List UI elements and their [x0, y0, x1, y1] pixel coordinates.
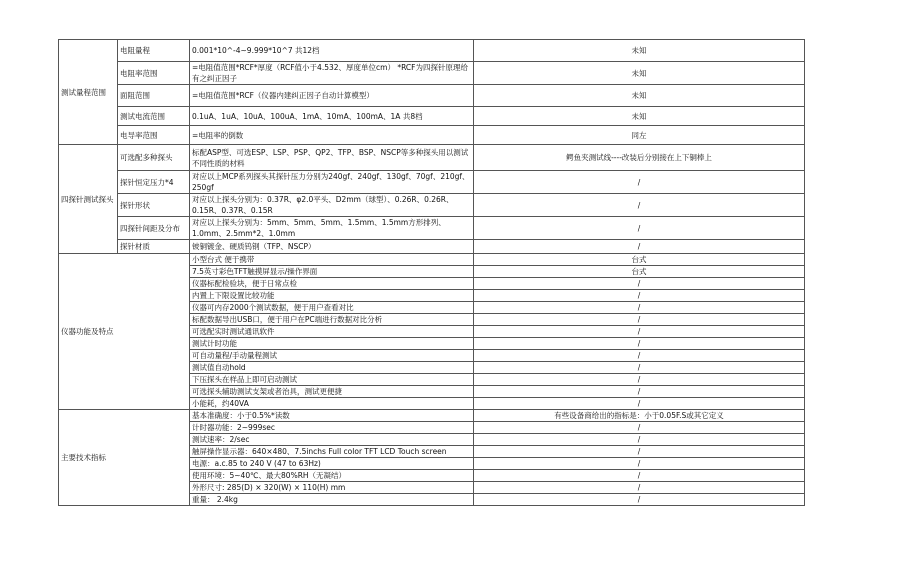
desc-cell: 基本准确度：小于0.5%*读数	[190, 410, 474, 422]
note-cell: /	[474, 494, 805, 506]
desc-cell: 对应以上探头分别为：0.37R、φ2.0平头、D2mm（球型）、0.26R、0.26R、0.15R、0.37R、0.15R	[190, 194, 474, 217]
table-row	[59, 85, 805, 107]
desc-cell: 可自动量程/手动量程测试	[190, 350, 474, 362]
desc-cell: 触屏操作显示器：640×480、7.5inchs Full color TFT LCD Touch screen	[190, 446, 474, 458]
table-body	[59, 40, 805, 506]
table-row	[59, 194, 805, 217]
group-label-tech: 主要技术指标	[59, 410, 190, 506]
desc-cell: 外形尺寸: 285(D) × 320(W) × 110(H) mm	[190, 482, 474, 494]
item-cell: 电阻量程	[118, 40, 190, 62]
spec-table	[58, 39, 805, 506]
item-cell: 探针形状	[118, 194, 190, 217]
desc-cell: 电源：a.c.85 to 240 V (47 to 63Hz)	[190, 458, 474, 470]
note-cell: 未知	[474, 107, 805, 126]
note-cell: /	[474, 398, 805, 410]
desc-cell: 内置上下限设置比较功能	[190, 290, 474, 302]
desc-cell: 0.1uA、1uA、10uA、100uA、1mA、10mA、100mA、1A 共8档	[190, 107, 474, 126]
item-cell: 测试电流范围	[118, 107, 190, 126]
item-cell: 电导率范围	[118, 126, 190, 145]
item-cell: 四探针间距及分布	[118, 217, 190, 240]
note-cell: /	[474, 422, 805, 434]
note-cell: /	[474, 240, 805, 254]
item-cell: 探针材质	[118, 240, 190, 254]
note-cell: /	[474, 314, 805, 326]
desc-cell: 仪器可内存2000个测试数据，便于用户查看对比	[190, 302, 474, 314]
desc-cell: 仪器标配检验块，便于日常点检	[190, 278, 474, 290]
table-row	[59, 145, 805, 171]
table-row	[59, 240, 805, 254]
note-cell: /	[474, 482, 805, 494]
note-cell: /	[474, 290, 805, 302]
desc-cell: 对应以上探头分别为：5mm、5mm、5mm、1.5mm、1.5mm方形排列、1.0mm、2.5mm*2、1.0mm	[190, 217, 474, 240]
desc-cell: 计时器功能：2~999sec	[190, 422, 474, 434]
note-cell: 未知	[474, 85, 805, 107]
note-cell: /	[474, 338, 805, 350]
desc-cell: =电阻值范围*RCF*厚度（RCF值小于4.532、厚度单位cm） *RCF为四探针原理给有之纠正因子	[190, 62, 474, 85]
table-row	[59, 217, 805, 240]
note-cell: 台式	[474, 254, 805, 266]
desc-cell: 标配ASP型、可选ESP、LSP、PSP、QP2、TFP、BSP、NSCP等多种探头用以测试不同性质的材料	[190, 145, 474, 171]
desc-cell: 小型台式 便于携带	[190, 254, 474, 266]
note-cell: /	[474, 302, 805, 314]
note-cell: 未知	[474, 62, 805, 85]
item-cell: 探针恒定压力*4	[118, 171, 190, 194]
note-cell: 有些设备商给出的指标是：小于0.05F.S或其它定义	[474, 410, 805, 422]
desc-cell: 测试速率：2/sec	[190, 434, 474, 446]
note-cell: /	[474, 217, 805, 240]
note-cell: /	[474, 446, 805, 458]
desc-cell: 0.001*10^-4~9.999*10^7 共12档	[190, 40, 474, 62]
desc-cell: 对应以上MCP系列探头其探针压力分别为240gf、240gf、130gf、70gf、210gf、250gf	[190, 171, 474, 194]
desc-cell: 可选探头辅助测试支架或者治具，测试更便捷	[190, 386, 474, 398]
item-cell: 电阻率范围	[118, 62, 190, 85]
group-label-function: 仪器功能及特点	[59, 254, 190, 410]
desc-cell: 下压探头在样品上即可启动测试	[190, 374, 474, 386]
note-cell: /	[474, 278, 805, 290]
item-cell: 面阻范围	[118, 85, 190, 107]
note-cell: /	[474, 350, 805, 362]
note-cell: /	[474, 194, 805, 217]
note-cell: 未知	[474, 40, 805, 62]
desc-cell: 标配数据导出USB口，便于用户在PC端进行数据对比分析	[190, 314, 474, 326]
table-row	[59, 126, 805, 145]
desc-cell: 铍铜镀金、硬质钨钢（TFP、NSCP）	[190, 240, 474, 254]
desc-cell: 使用环境：5~40℃、最大80%RH（无凝结）	[190, 470, 474, 482]
group-label-probe: 四探针测试探头	[59, 145, 118, 254]
note-cell: /	[474, 171, 805, 194]
table-row	[59, 107, 805, 126]
desc-cell: 可选配实时测试通讯软件	[190, 326, 474, 338]
table-row	[59, 40, 805, 62]
table-row	[59, 410, 805, 422]
desc-cell: 测试计时功能	[190, 338, 474, 350]
note-cell: /	[474, 458, 805, 470]
desc-cell: 测试值自动hold	[190, 362, 474, 374]
note-cell: /	[474, 326, 805, 338]
note-cell: 同左	[474, 126, 805, 145]
table-row	[59, 62, 805, 85]
desc-cell: 重量： 2.4kg	[190, 494, 474, 506]
table-row	[59, 254, 805, 266]
note-cell: 鳄鱼夹测试线----改装后分别接在上下铜棒上	[474, 145, 805, 171]
note-cell: 台式	[474, 266, 805, 278]
desc-cell: 7.5英寸彩色TFT触摸屏显示/操作界面	[190, 266, 474, 278]
desc-cell: =电阻率的倒数	[190, 126, 474, 145]
desc-cell: =电阻值范围*RCF（仪器内建纠正因子自动计算模型）	[190, 85, 474, 107]
desc-cell: 小能耗，约40VA	[190, 398, 474, 410]
note-cell: /	[474, 470, 805, 482]
note-cell: /	[474, 386, 805, 398]
item-cell: 可选配多种探头	[118, 145, 190, 171]
note-cell: /	[474, 434, 805, 446]
table-row	[59, 171, 805, 194]
note-cell: /	[474, 374, 805, 386]
group-label-range: 测试量程范围	[59, 40, 118, 145]
note-cell: /	[474, 362, 805, 374]
